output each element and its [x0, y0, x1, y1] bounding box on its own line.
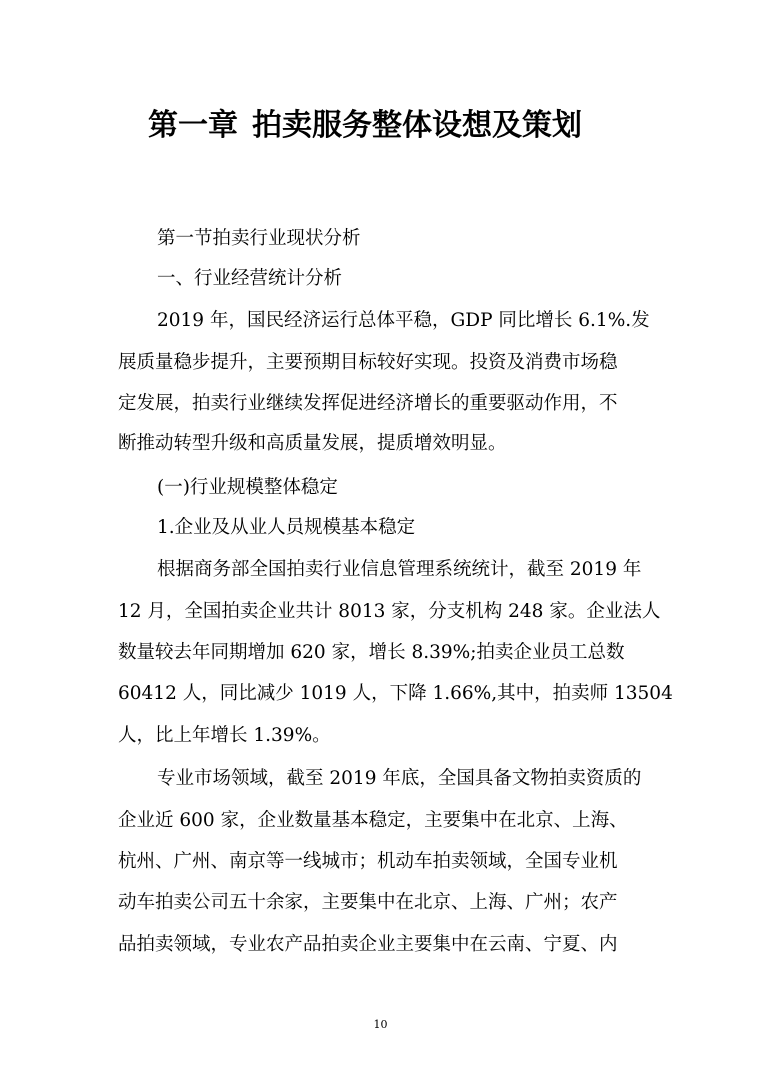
chapter-title-text: 拍卖服务整体设想及策划 [252, 108, 582, 143]
chapter-number: 第一章 [148, 108, 238, 143]
paragraph-line: 根据商务部全国拍卖行业信息管理系统统计，截至 2019 年 [157, 559, 642, 580]
paragraph-line: 动车拍卖公司五十余家，主要集中在北京、上海、广州；农产 [118, 892, 618, 913]
paragraph-line: 专业市场领域，截至 2019 年底，全国具备文物拍卖资质的 [157, 768, 642, 789]
paragraph-line: 展质量稳步提升，主要预期目标较好实现。投资及消费市场稳 [118, 352, 618, 373]
chapter-title [148, 100, 582, 144]
paragraph-line: 2019 年，国民经济运行总体平稳，GDP 同比增长 6.1%.发 [157, 310, 650, 331]
subheading-scale: (一)行业规模整体稳定 [157, 477, 338, 498]
paragraph-line: 品拍卖领域，专业农产品拍卖企业主要集中在云南、宁夏、内 [118, 934, 618, 955]
paragraph-line: 数量较去年同期增加 620 家，增长 8.39%;拍卖企业员工总数 [118, 642, 625, 663]
subheading-enterprises: 1.企业及从业人员规模基本稳定 [157, 517, 416, 538]
paragraph-line: 杭州、广州、南京等一线城市；机动车拍卖领域，全国专业机 [118, 851, 618, 872]
subheading-statistics: 一、行业经营统计分析 [157, 268, 343, 289]
section-heading: 第一节拍卖行业现状分析 [157, 228, 361, 249]
paragraph-line: 60412 人，同比减少 1019 人，下降 1.66%,其中，拍卖师 13504 [118, 683, 673, 704]
paragraph-line: 定发展，拍卖行业继续发挥促进经济增长的重要驱动作用，不 [118, 393, 618, 414]
paragraph-line: 断推动转型升级和高质量发展，提质增效明显。 [118, 433, 507, 454]
paragraph-line: 企业近 600 家，企业数量基本稳定，主要集中在北京、上海、 [118, 810, 628, 831]
paragraph-line: 人，比上年增长 1.39%。 [118, 725, 331, 746]
page-number: 10 [373, 1018, 388, 1031]
paragraph-line: 12 月，全国拍卖企业共计 8013 家，分支机构 248 家。企业法人 [118, 601, 661, 622]
